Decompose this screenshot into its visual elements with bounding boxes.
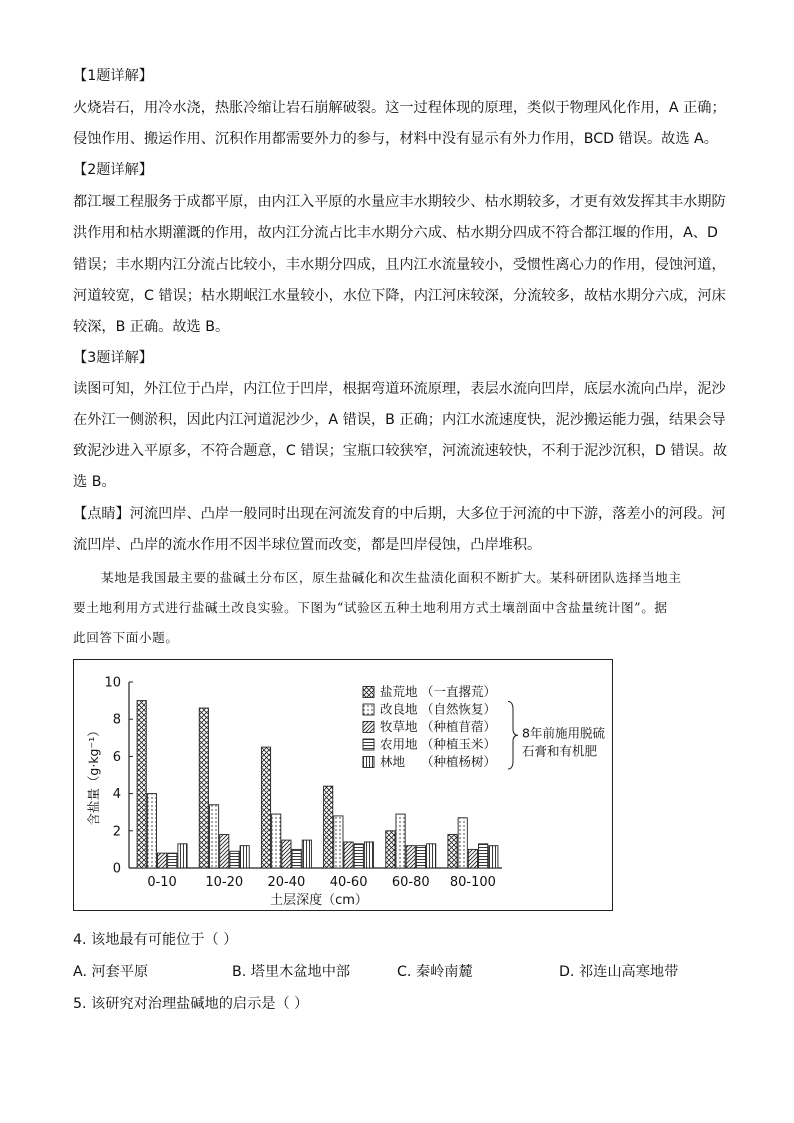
bar-diagonal-5 [468, 849, 477, 868]
y-tick-label: 10 [104, 675, 121, 691]
y-axis-title: 含盐量（g·kg⁻¹） [86, 724, 101, 826]
bar-dots-3 [334, 816, 343, 868]
bar-dots-0 [147, 794, 156, 868]
legend-label: 林地 [380, 754, 406, 769]
section-2-line-5: 较深，B 正确。故选 B。 [73, 319, 230, 335]
section-1-line-1: 火烧岩石，用冷水浇，热胀冷缩让岩石崩解破裂。这一过程体现的原理，类似于物理风化作用，A 正确； [73, 100, 726, 116]
bar-horizontal-3 [354, 844, 363, 868]
bar-crosshatch-2 [261, 747, 270, 868]
y-tick-label: 0 [112, 861, 121, 877]
bar-horizontal-4 [416, 846, 425, 868]
y-tick-label: 6 [112, 749, 121, 765]
section-2-line-2: 洪作用和枯水期灌溉的作用，故内江分流占比丰水期分六成、枯水期分四成不符合都江堰的作用，A、D [73, 225, 718, 241]
x-tick-label: 10-20 [205, 875, 244, 890]
x-tick-label: 80-100 [449, 875, 496, 890]
question-4-option-d[interactable]: D. 祁连山高寒地带 [559, 964, 679, 980]
question-4-option-c[interactable]: C. 秦岭南麓 [397, 964, 473, 980]
tip-line-1: 【点睛】河流凹岸、凸岸一般同时出现在河流发育的中后期，大多位于河流的中下游，落差小的河段。河 [73, 506, 726, 522]
legend-note: （种植苜蓿） [421, 719, 497, 734]
bar-horizontal-5 [479, 844, 488, 868]
section-2-line-4: 河道较宽，C 错误；枯水期岷江水量较小，水位下降，内江河床较深，分流较多，故枯水期分六成，河床 [73, 288, 726, 304]
y-tick-label: 8 [112, 712, 121, 728]
salt-content-chart [73, 659, 613, 911]
section-3-heading: 【3题详解】 [73, 350, 153, 366]
question-5: 5. 该研究对治理盐碱地的启示是（ ） [73, 996, 309, 1012]
bar-vertical-3 [364, 842, 373, 868]
question-4-option-a[interactable]: A. 河套平原 [73, 964, 149, 980]
legend-swatch-dots [363, 704, 374, 715]
y-tick-label: 4 [112, 787, 121, 803]
section-3-line-3: 致泥沙进入平原多，不符合题意，C 错误；宝瓶口较狭窄，河流流速较快，不利于泥沙沉积，D 错误。故 [73, 443, 728, 459]
bracket-note-line-2: 石膏和有机肥 [522, 743, 598, 759]
x-tick-label: 40-60 [329, 875, 368, 890]
bar-dots-5 [458, 818, 467, 868]
bar-crosshatch-4 [386, 831, 395, 868]
bar-diagonal-4 [406, 846, 415, 868]
legend-note: （一直撂荒） [421, 684, 497, 699]
material-line-2: 要土地利用方式进行盐碱土改良实验。下图为“试验区五种土地利用方式土壤剖面中含盐量统计图”。据 [73, 600, 668, 615]
bar-diagonal-3 [344, 842, 353, 868]
section-2-line-3: 错误；丰水期内江分流占比较小，丰水期分四成，且内江水流量较小，受惯性离心力的作用，侵蚀河道， [73, 257, 726, 273]
legend-note: （自然恢复） [421, 701, 497, 717]
bar-crosshatch-1 [199, 708, 208, 868]
bracket-note-line-1: 8年前施用脱硫 [522, 725, 605, 741]
section-3-line-2: 在外江一侧淤积，因此内江河道泥沙少，A 错误，B 正确；内江水流速度快，泥沙搬运能力强，结果会导 [73, 412, 726, 428]
bar-dots-2 [272, 814, 281, 868]
bar-dots-4 [396, 814, 405, 868]
y-tick-label: 2 [112, 824, 121, 840]
bar-vertical-5 [489, 846, 498, 868]
bar-diagonal-2 [282, 840, 291, 868]
x-tick-label: 20-40 [267, 875, 306, 890]
question-4: 4. 该地最有可能位于（ ） [73, 932, 238, 948]
legend-label: 改良地 [380, 701, 418, 717]
x-axis-title: 土层深度（cm） [270, 893, 368, 908]
bar-dots-1 [209, 805, 218, 868]
question-4-option-b[interactable]: B. 塔里木盆地中部 [232, 964, 351, 980]
bar-vertical-4 [427, 844, 436, 868]
bar-horizontal-2 [292, 849, 301, 868]
legend-note: （种植杨树） [421, 754, 497, 769]
legend-swatch-vertical [363, 757, 374, 768]
material-line-1: 某地是我国最主要的盐碱土分布区，原生盐碱化和次生盐渍化面积不断扩大。某科研团队选择当地主 [101, 570, 682, 585]
bar-crosshatch-5 [448, 835, 457, 868]
tip-line-2: 流凹岸、凸岸的流水作用不因半球位置而改变，都是凹岸侵蚀，凸岸堆积。 [73, 537, 542, 553]
bar-diagonal-1 [220, 835, 229, 868]
bar-diagonal-0 [157, 853, 166, 868]
section-2-line-1: 都江堰工程服务于成都平原，由内江入平原的水量应丰水期较少、枯水期较多，才更有效发挥其丰水期防 [73, 194, 726, 210]
bar-crosshatch-3 [324, 786, 333, 868]
section-1-line-2: 侵蚀作用、搬运作用、沉积作用都需要外力的参与，材料中没有显示有外力作用，BCD 错误。故选 A。 [73, 131, 718, 147]
legend-label: 牧草地 [380, 719, 418, 734]
bar-horizontal-1 [230, 851, 239, 868]
section-3-line-4: 选 B。 [73, 474, 116, 490]
legend-swatch-horizontal [363, 739, 374, 750]
bar-vertical-2 [302, 840, 311, 868]
chart-canvas [74, 660, 614, 912]
legend-bracket [508, 702, 518, 770]
x-tick-label: 0-10 [147, 875, 177, 890]
legend-note: （种植玉米） [421, 736, 497, 752]
bar-vertical-0 [178, 844, 187, 868]
legend-label: 盐荒地 [380, 684, 418, 699]
legend-swatch-diagonal [363, 722, 374, 733]
section-2-heading: 【2题详解】 [73, 162, 153, 178]
bar-vertical-1 [240, 846, 249, 868]
material-line-3: 此回答下面小题。 [73, 630, 179, 645]
legend-swatch-crosshatch [363, 687, 374, 698]
bar-crosshatch-0 [137, 701, 146, 868]
section-3-line-1: 读图可知，外江位于凸岸，内江位于凹岸，根据弯道环流原理，表层水流向凹岸，底层水流向凸岸，泥沙 [73, 381, 726, 397]
bar-horizontal-0 [168, 853, 177, 868]
legend-label: 农用地 [380, 736, 418, 752]
section-1-heading: 【1题详解】 [73, 68, 153, 84]
x-tick-label: 60-80 [391, 875, 430, 890]
